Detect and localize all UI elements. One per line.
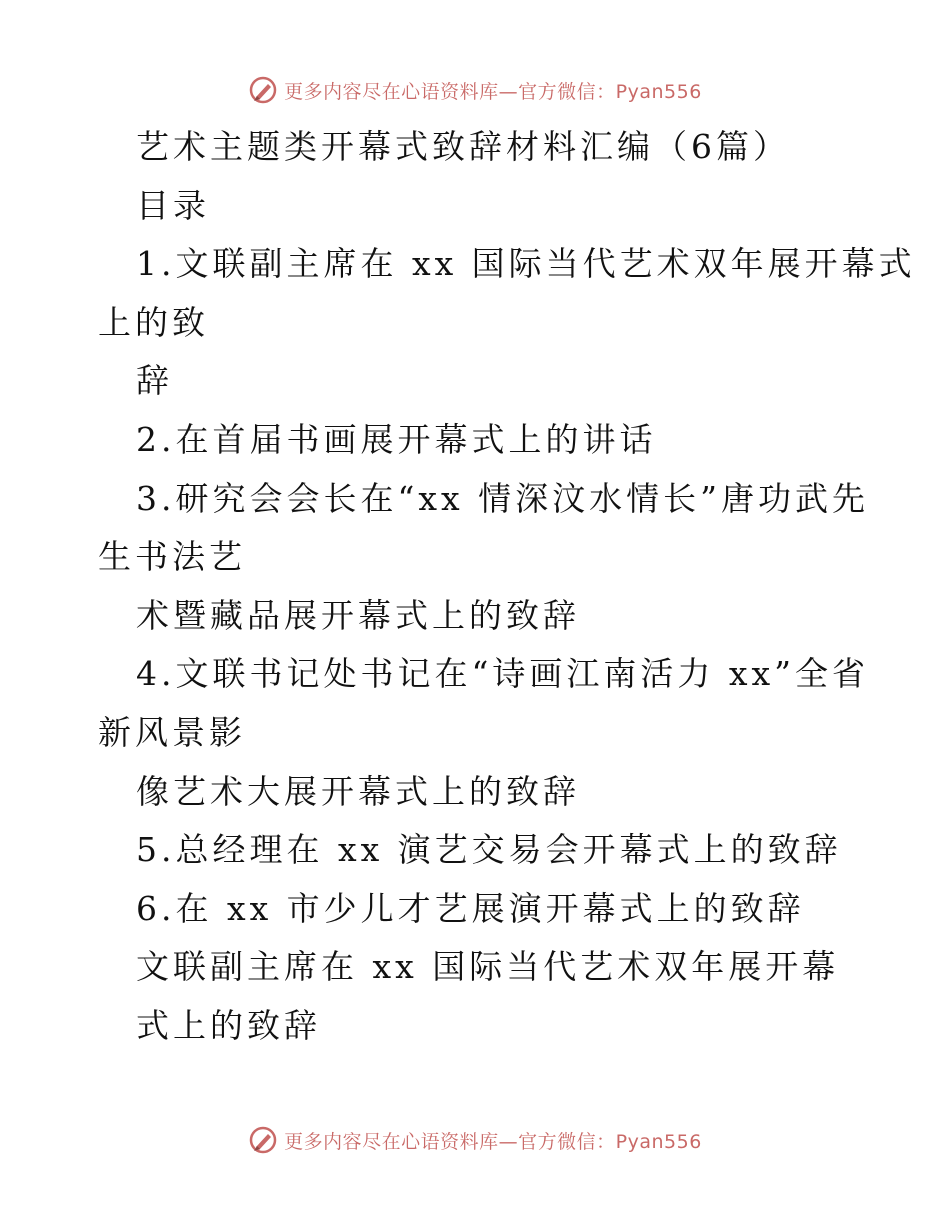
doc-line: [0, 821, 950, 880]
watermark-text: 更多内容尽在心语资料库—官方微信：Pyan556: [284, 80, 702, 103]
pen-circle-logo-icon: [248, 1125, 278, 1155]
toc-item: 1.文联副主席在 xx 国际当代艺术双年展开幕式: [136, 244, 916, 284]
document-body: [0, 118, 950, 1056]
toc-item: 3.研究会会长在“xx 情深汶水情长”唐功武先: [136, 478, 869, 518]
doc-line: [0, 470, 950, 529]
doc-line: [0, 528, 950, 587]
doc-line: [0, 645, 950, 704]
doc-line: [0, 704, 950, 763]
section-heading-continued: 式上的致辞: [136, 1005, 321, 1045]
footer-watermark: [0, 1120, 950, 1160]
watermark-text: 更多内容尽在心语资料库—官方微信：Pyan556: [284, 1130, 702, 1153]
doc-line: [0, 587, 950, 646]
toc-item-continued: 辞: [136, 361, 173, 401]
doc-title: 艺术主题类开幕式致辞材料汇编（6篇）: [136, 127, 790, 166]
doc-line: [0, 411, 950, 470]
header-watermark: [0, 70, 950, 110]
doc-line: [0, 352, 950, 411]
doc-line: [0, 294, 950, 353]
toc-item: 6.在 xx 市少儿才艺展演开幕式上的致辞: [136, 888, 805, 928]
toc-item: 2.在首届书画展开幕式上的讲话: [136, 419, 657, 459]
toc-item-continued: 术暨藏品展开幕式上的致辞: [136, 595, 580, 635]
toc-item-continued: 上的致: [98, 302, 209, 342]
pen-circle-logo-icon: [248, 75, 278, 105]
toc-item-continued: 像艺术大展开幕式上的致辞: [136, 771, 580, 811]
doc-line: [0, 177, 950, 236]
doc-line: [0, 880, 950, 939]
toc-item-continued: 生书法艺: [98, 537, 246, 577]
toc-item-continued: 新风景影: [98, 712, 246, 752]
toc-heading: 目录: [136, 185, 210, 225]
toc-item: 5.总经理在 xx 演艺交易会开幕式上的致辞: [136, 830, 842, 870]
doc-line: [0, 938, 950, 997]
doc-line: [0, 235, 950, 294]
toc-item: 4.文联书记处书记在“诗画江南活力 xx”全省: [136, 654, 869, 694]
doc-line: [0, 763, 950, 822]
doc-line: [0, 118, 950, 177]
section-heading: 文联副主席在 xx 国际当代艺术双年展开幕: [136, 947, 840, 987]
doc-line: [0, 997, 950, 1056]
